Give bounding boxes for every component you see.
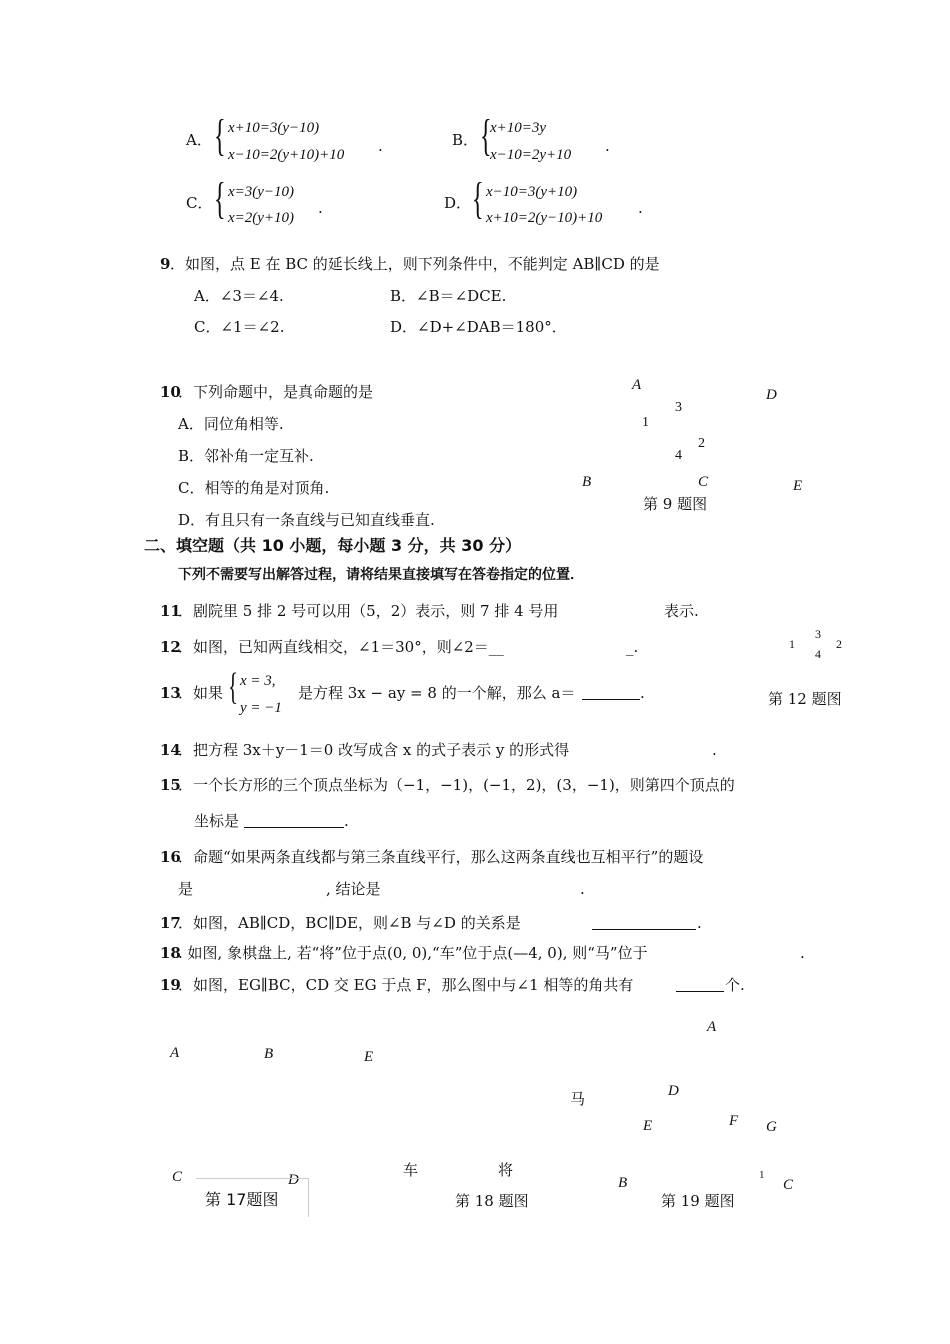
left-brace: { xyxy=(480,111,492,160)
question-stem: ．如图，点 E 在 BC 的延长线上，则下列条件中，不能判定 AB∥CD 的是 xyxy=(170,255,660,273)
option-c: C．相等的角是对顶角. xyxy=(178,479,330,497)
angle-label-4: 4 xyxy=(675,448,682,463)
question-number: 18 xyxy=(160,944,181,962)
angle-label-4: 4 xyxy=(815,647,821,661)
figure-caption: 第 9 题图 xyxy=(643,495,708,513)
question-tail: . xyxy=(640,684,645,702)
equation-2: x=2(y+10) xyxy=(228,210,295,226)
question-tail: . xyxy=(800,944,805,962)
question-stem: ．下列命题中，是真命题的是 xyxy=(178,383,374,401)
equation-2: x+10=2(y−10)+10 xyxy=(486,210,603,226)
point-label-c: C xyxy=(783,1177,794,1193)
point-label-b: B xyxy=(618,1175,628,1191)
question-text: ．一个长方形的三个顶点坐标为（−1，−1)，(−1，2)，(3，−1)，则第四个顶点的 xyxy=(178,776,735,794)
question-text: ．如图，已知两直线相交，∠1＝30°，则∠2＝__ xyxy=(178,638,504,656)
equation-1: x+10=3y xyxy=(490,120,547,136)
section-instructions: 下列不需要写出解答过程，请将结果直接填写在答卷指定的位置． xyxy=(178,567,584,583)
angle-label-1: 1 xyxy=(789,637,795,651)
point-label-e: E xyxy=(793,478,803,494)
point-label-a: A xyxy=(170,1045,180,1061)
period: . xyxy=(318,199,323,217)
equation-1: x=3(y−10) xyxy=(228,184,295,200)
left-brace: { xyxy=(472,174,484,223)
question-tail: 个. xyxy=(725,976,745,994)
question-text: ．命题“如果两条直线都与第三条直线平行，那么这两条直线也互相平行”的题设 xyxy=(178,848,704,866)
point-label-g: G xyxy=(766,1119,777,1135)
question-number: 14 xyxy=(160,741,181,759)
angle-label-2: 2 xyxy=(698,436,705,451)
answer-blank[interactable] xyxy=(676,977,724,992)
question-tail: . xyxy=(712,741,717,759)
point-label-b: B xyxy=(264,1046,274,1062)
answer-blank[interactable] xyxy=(582,685,640,700)
chess-piece-horse: 马 xyxy=(570,1090,586,1108)
angle-label-3: 3 xyxy=(815,627,821,641)
question-tail: 表示. xyxy=(664,602,699,620)
figure-caption: 第 17题图 xyxy=(205,1190,279,1209)
option-a: A．∠3＝∠4. xyxy=(194,287,284,305)
question-mid: 是方程 3x − ay = 8 的一个解，那么 a＝ xyxy=(298,684,576,702)
point-label-c: C xyxy=(172,1169,183,1185)
equation-1: x+10=3(y−10) xyxy=(228,120,320,136)
equation-2: x−10=2y+10 xyxy=(490,147,572,163)
chess-piece-general: 将 xyxy=(498,1161,514,1179)
question-number: 16 xyxy=(160,848,181,866)
angle-label-3: 3 xyxy=(675,400,682,415)
question-text: ．如图，EG∥BC，CD 交 EG 于点 F，那么图中与∠1 相等的角共有 xyxy=(178,976,634,994)
question-tail: . xyxy=(344,812,349,830)
period: . xyxy=(638,199,643,217)
equation-2: x−10=2(y+10)+10 xyxy=(228,147,345,163)
point-label-b: B xyxy=(582,474,592,490)
question-number: 15 xyxy=(160,776,181,794)
question-number: 13 xyxy=(160,684,181,702)
section-title: 二、填空题（共 10 小题，每小题 3 分，共 30 分） xyxy=(144,536,522,555)
figure-caption: 第 12 题图 xyxy=(768,690,842,708)
option-d: D．有且只有一条直线与已知直线垂直. xyxy=(178,511,435,529)
option-label: C． xyxy=(186,194,213,212)
point-label-a: A xyxy=(707,1019,717,1035)
left-brace: { xyxy=(214,111,226,160)
period: . xyxy=(378,137,383,155)
angle-label-1: 1 xyxy=(642,415,649,430)
equation-1: x−10=3(y+10) xyxy=(486,184,578,200)
point-label-e: E xyxy=(364,1049,374,1065)
question-line2-start: 是 xyxy=(178,880,194,898)
point-label-d: D xyxy=(766,387,777,403)
period: . xyxy=(605,137,610,155)
question-number: 12 xyxy=(160,638,181,656)
point-label-a: A xyxy=(632,377,642,393)
question-number: 9 xyxy=(160,255,171,273)
question-text: . 如图, 象棋盘上, 若“将”位于点(0, 0),“车”位于点(—4, 0), 则“马”位于 xyxy=(178,944,648,962)
option-label: A． xyxy=(186,131,212,149)
option-c: C．∠1＝∠2. xyxy=(194,318,285,336)
system-equation-1: x = 3, xyxy=(240,673,276,689)
option-label: B． xyxy=(452,131,479,149)
option-label: D． xyxy=(444,194,472,212)
figure-caption: 第 18 题图 xyxy=(455,1192,529,1210)
question-pre: ．如果 xyxy=(178,684,224,702)
option-b: B．∠B＝∠DCE. xyxy=(390,287,507,305)
option-a: A．同位角相等. xyxy=(178,415,284,433)
question-line2: 坐标是 xyxy=(194,812,240,830)
point-label-e: E xyxy=(643,1118,653,1134)
angle-label-2: 2 xyxy=(836,637,842,651)
question-number: 17 xyxy=(160,914,181,932)
point-label-c: C xyxy=(698,474,709,490)
option-d: D．∠D+∠DAB＝180°． xyxy=(390,318,567,336)
angle-label-1: 1 xyxy=(759,1169,765,1181)
question-text: ．把方程 3x＋y－1＝0 改写成含 x 的式子表示 y 的形式得 xyxy=(178,741,570,759)
figure-caption: 第 19 题图 xyxy=(661,1192,735,1210)
question-tail: . xyxy=(697,914,702,932)
point-label-d: D xyxy=(668,1083,679,1099)
answer-blank[interactable] xyxy=(592,915,696,930)
question-number: 10 xyxy=(160,383,181,401)
chess-piece-chariot: 车 xyxy=(403,1161,419,1179)
question-number: 19 xyxy=(160,976,181,994)
question-number: 11 xyxy=(160,602,181,620)
system-equation-2: y = −1 xyxy=(240,700,282,716)
left-brace: { xyxy=(228,666,239,708)
question-line2-mid: , 结论是 xyxy=(326,880,381,898)
question-tail: . xyxy=(580,880,585,898)
left-brace: { xyxy=(214,174,226,223)
point-label-f: F xyxy=(729,1113,739,1129)
question-text: ．剧院里 5 排 2 号可以用（5，2）表示，则 7 排 4 号用 xyxy=(178,602,559,620)
option-b: B．邻补角一定互补. xyxy=(178,447,314,465)
question-text: ．如图，AB∥CD，BC∥DE，则∠B 与∠D 的关系是 xyxy=(178,914,521,932)
question-tail: _. xyxy=(626,638,639,656)
answer-blank[interactable] xyxy=(244,813,344,828)
point-label-d: D xyxy=(288,1172,299,1188)
